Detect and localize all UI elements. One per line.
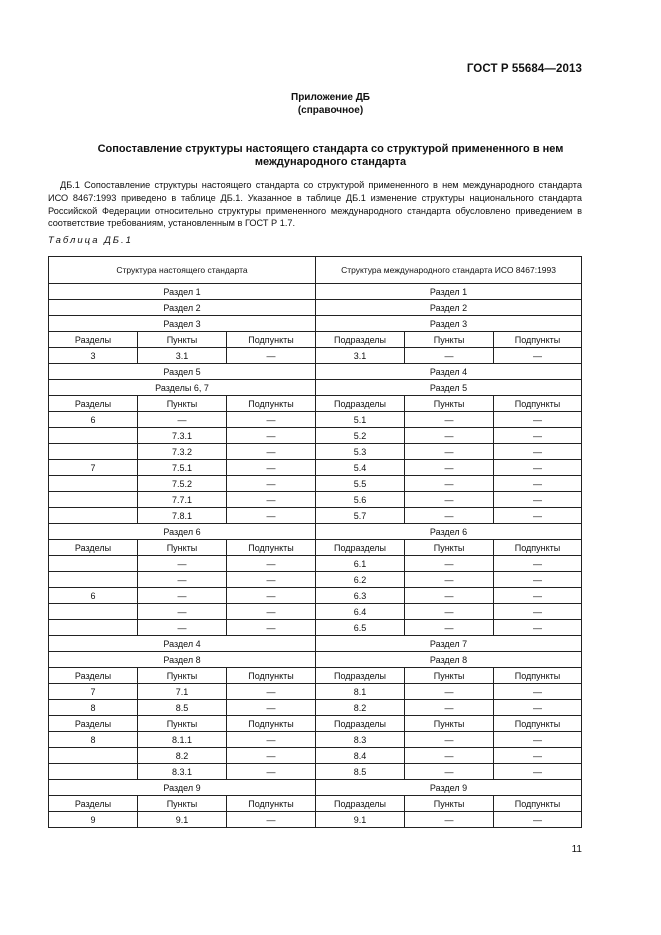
table-cell: Разделы 6, 7 [49,380,316,396]
table-cell: — [405,620,494,636]
table-row [49,396,582,412]
table-cell: — [494,556,582,572]
table-cell: 3 [49,348,138,364]
table-row [49,364,582,380]
table-row [49,620,582,636]
table-cell: Раздел 1 [49,284,316,300]
table-row [49,284,582,300]
table-row [49,428,582,444]
table-cell: 6.4 [316,604,405,620]
table-cell: — [405,444,494,460]
table-cell: 7.3.1 [138,428,227,444]
table-cell: — [227,444,316,460]
table-cell: — [227,684,316,700]
table-cell: Подпункты [494,716,582,732]
table-cell: Пункты [138,396,227,412]
table-cell: 9 [49,812,138,828]
table-row [49,412,582,428]
table-cell: 8.1 [316,684,405,700]
table-row [49,572,582,588]
page-number: 11 [571,844,582,855]
table-cell: 6 [49,412,138,428]
table-cell: 6.5 [316,620,405,636]
table-cell: Раздел 5 [49,364,316,380]
table-cell: — [405,460,494,476]
table-cell: — [227,428,316,444]
table-cell: Раздел 3 [49,316,316,332]
table-cell: 9.1 [316,812,405,828]
table-row [49,732,582,748]
table-cell: Подпункты [494,668,582,684]
table-cell: 6 [49,588,138,604]
table-cell: — [405,732,494,748]
table-cell: — [405,508,494,524]
table-cell: — [227,620,316,636]
appendix-subtitle: (справочное) [297,105,364,116]
table-row [49,796,582,812]
table-cell: 8 [49,732,138,748]
table-cell: 8.5 [138,700,227,716]
table-row [49,588,582,604]
table-cell: — [494,764,582,780]
table-cell: Пункты [405,716,494,732]
table-cell: — [494,476,582,492]
table-cell [49,556,138,572]
table-cell: — [405,492,494,508]
table-cell: 3.1 [316,348,405,364]
table-row [49,684,582,700]
table-cell [49,764,138,780]
table-cell: Подразделы [316,332,405,348]
table-cell [49,620,138,636]
table-cell: Раздел 9 [316,780,582,796]
table-cell: — [405,572,494,588]
table-cell: Пункты [138,332,227,348]
table-row [49,716,582,732]
table-cell: 5.2 [316,428,405,444]
table-cell: Подпункты [494,796,582,812]
table-cell: 8.1.1 [138,732,227,748]
table-cell: — [405,348,494,364]
table-cell: Разделы [49,540,138,556]
appendix-title: Приложение ДБ [291,92,370,103]
table-cell: 9.1 [138,812,227,828]
table-cell: — [138,604,227,620]
table-row [49,300,582,316]
table-cell: — [227,412,316,428]
table-cell: Раздел 4 [316,364,582,380]
table-cell: 8.3 [316,732,405,748]
table-cell: Подпункты [227,716,316,732]
table-cell: — [227,588,316,604]
table-cell [49,428,138,444]
table-cell: Пункты [405,540,494,556]
table-row [49,348,582,364]
table-cell: Раздел 5 [316,380,582,396]
table-cell: — [494,412,582,428]
table-cell: Подпункты [227,668,316,684]
table-row [49,556,582,572]
table-cell: 5.1 [316,412,405,428]
table-cell: 7.3.2 [138,444,227,460]
right-column-header: Структура международного стандарта ИСО 8467:1993 [316,257,582,284]
table-cell: — [138,572,227,588]
table-cell: — [405,556,494,572]
table-row [49,812,582,828]
table-cell: 5.7 [316,508,405,524]
table-row [49,380,582,396]
table-cell: Раздел 4 [49,636,316,652]
table-cell: — [227,604,316,620]
table-cell: 7.5.2 [138,476,227,492]
table-cell: Подпункты [227,796,316,812]
table-cell: 5.4 [316,460,405,476]
table-cell: 8 [49,700,138,716]
table-cell: Раздел 7 [316,636,582,652]
table-cell: — [405,764,494,780]
table-row [49,444,582,460]
table-cell: 7.8.1 [138,508,227,524]
table-cell: — [405,604,494,620]
table-cell: — [405,588,494,604]
table-cell: Подразделы [316,796,405,812]
table-cell: — [138,556,227,572]
table-cell: Пункты [138,540,227,556]
table-cell: Раздел 8 [316,652,582,668]
table-cell: 6.1 [316,556,405,572]
table-row [49,460,582,476]
table-cell: 7.5.1 [138,460,227,476]
table-cell: — [494,684,582,700]
table-cell: 8.4 [316,748,405,764]
table-cell: 7.7.1 [138,492,227,508]
table-cell: — [405,476,494,492]
table-cell: Раздел 1 [316,284,582,300]
table-row [49,764,582,780]
table-cell: — [494,508,582,524]
table-cell: Подразделы [316,716,405,732]
table-cell: — [227,764,316,780]
table-row [49,492,582,508]
table-cell: Пункты [138,716,227,732]
table-row [49,700,582,716]
table-cell: Разделы [49,796,138,812]
table-cell: Раздел 2 [49,300,316,316]
table-cell: Разделы [49,396,138,412]
table-cell [49,444,138,460]
table-cell: Пункты [405,332,494,348]
table-row [49,540,582,556]
table-cell: — [138,620,227,636]
table-cell: Подразделы [316,540,405,556]
table-cell: — [227,460,316,476]
table-cell: — [405,428,494,444]
table-cell [49,476,138,492]
table-cell: Подпункты [494,396,582,412]
table-cell: Раздел 6 [316,524,582,540]
table-cell: — [227,572,316,588]
table-cell: Подразделы [316,668,405,684]
table-row [49,636,582,652]
table-cell: Разделы [49,668,138,684]
table-cell: Пункты [405,668,494,684]
table-cell: — [138,412,227,428]
table-cell: Раздел 9 [49,780,316,796]
table-cell: — [494,812,582,828]
table-cell: Подпункты [227,540,316,556]
intro-paragraph: ДБ.1 Сопоставление структуры настоящего стандарта со структурой примененного в нем международного стандарта ИСО 8467:1993 приведено в таблице ДБ.1. Указанное в таблице ДБ.1 изменение структуры национального стандарта Российской Федерации относительно структуры примененного международного стандарта обусловлено приведением в соответствие требованиям, установленным в ГОСТ Р 1.7. [48,180,582,229]
table-cell: 6.3 [316,588,405,604]
table-cell: 8.2 [138,748,227,764]
table-cell: — [227,508,316,524]
table-cell: Разделы [49,716,138,732]
table-cell: — [227,748,316,764]
table-cell: Пункты [405,796,494,812]
table-cell: — [405,684,494,700]
table-cell: Раздел 2 [316,300,582,316]
table-cell: 5.3 [316,444,405,460]
table-cell [49,508,138,524]
table-cell [49,492,138,508]
table-cell: Подпункты [494,540,582,556]
table-cell [49,748,138,764]
table-row [49,780,582,796]
table-cell: — [494,620,582,636]
appendix-heading [0,91,661,117]
table-cell: 7.1 [138,684,227,700]
table-cell: Раздел 6 [49,524,316,540]
table-row [49,508,582,524]
table-cell: — [405,412,494,428]
table-cell: — [227,556,316,572]
table-cell: — [494,492,582,508]
table-cell: Подпункты [227,332,316,348]
table-cell: — [227,348,316,364]
table-cell: Раздел 3 [316,316,582,332]
table-cell: Раздел 8 [49,652,316,668]
standard-code: ГОСТ Р 55684—2013 [466,63,582,75]
table-caption: Таблица ДБ.1 [48,235,133,246]
table-cell: — [494,460,582,476]
table-row [49,316,582,332]
table-cell: Подпункты [494,332,582,348]
structure-comparison-table [48,256,582,828]
table-cell: — [227,476,316,492]
table-cell: — [494,588,582,604]
table-cell: — [405,748,494,764]
table-cell: 5.6 [316,492,405,508]
table-cell: 8.2 [316,700,405,716]
table-cell: 8.3.1 [138,764,227,780]
table-header-row [49,257,582,284]
table-row [49,524,582,540]
table-row [49,668,582,684]
table-cell: 7 [49,684,138,700]
table-cell: — [138,588,227,604]
table-cell: — [494,428,582,444]
table-cell: — [227,812,316,828]
table-cell: 3.1 [138,348,227,364]
table-cell: 5.5 [316,476,405,492]
table-row [49,604,582,620]
table-cell: — [494,604,582,620]
table-cell: — [227,492,316,508]
table-cell: 8.5 [316,764,405,780]
table-cell: 6.2 [316,572,405,588]
left-column-header: Структура настоящего стандарта [49,257,316,284]
table-cell: Пункты [138,796,227,812]
table-cell: — [405,812,494,828]
table-cell: 7 [49,460,138,476]
table-row [49,748,582,764]
table-cell: — [227,700,316,716]
table-cell: — [494,348,582,364]
table-cell: Пункты [138,668,227,684]
section-title: Сопоставление структуры настоящего стандарта со структурой примененного в нем международного стандарта [97,143,564,168]
table-cell: Подразделы [316,396,405,412]
table-cell: — [494,748,582,764]
table-cell [49,572,138,588]
table-cell: — [494,444,582,460]
table-row [49,652,582,668]
table-cell [49,604,138,620]
table-cell: — [494,732,582,748]
table-row [49,332,582,348]
table-cell: Пункты [405,396,494,412]
table-cell: — [494,700,582,716]
table-row [49,476,582,492]
table-cell: Разделы [49,332,138,348]
table-cell: — [405,700,494,716]
table-cell: Подпункты [227,396,316,412]
table-cell: — [494,572,582,588]
table-cell: — [227,732,316,748]
